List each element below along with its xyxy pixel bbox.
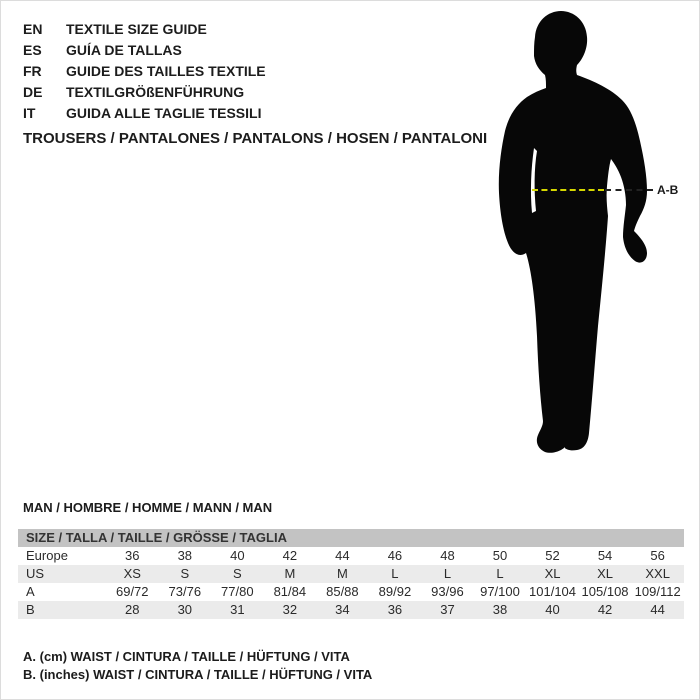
table-row-b-inches — [18, 601, 684, 619]
size-cell: 105/108 — [581, 584, 629, 599]
man-silhouette — [461, 1, 700, 471]
size-cell: XS — [106, 565, 159, 583]
size-cell: 48 — [440, 548, 455, 563]
size-cell: L — [369, 565, 422, 583]
size-cell: 56 — [650, 548, 665, 563]
size-table-header-row — [18, 529, 684, 547]
language-code: ES — [23, 42, 42, 58]
language-row — [23, 61, 266, 82]
footnote-a: A. (cm) WAIST / CINTURA / TAILLE / HÜFTUNG / VITA — [23, 649, 350, 664]
size-cell: 69/72 — [115, 584, 149, 599]
size-cell: XXL — [631, 565, 684, 583]
size-cell: 89/92 — [378, 584, 412, 599]
size-cell: 93/96 — [431, 584, 464, 599]
row-label: B — [18, 601, 106, 619]
row-label: Europe — [26, 548, 68, 563]
size-cell: 32 — [264, 601, 317, 619]
size-cell: 42 — [282, 548, 298, 563]
size-cell: XL — [526, 565, 579, 583]
size-cell: 97/100 — [480, 584, 520, 599]
size-cell: L — [421, 565, 474, 583]
size-cell: 85/88 — [326, 584, 359, 599]
language-list — [23, 19, 266, 124]
language-label: GUÍA DE TALLAS — [66, 42, 182, 58]
size-cell: 40 — [526, 601, 579, 619]
row-label: US — [18, 565, 106, 583]
size-cell: 30 — [159, 601, 212, 619]
size-cell: 46 — [387, 548, 403, 563]
size-cell: 44 — [335, 548, 350, 563]
size-cell: 77/80 — [221, 584, 254, 599]
waist-measure-line-on-body — [532, 189, 604, 191]
size-cell: 81/84 — [273, 584, 307, 599]
language-label: TEXTILGRÖßENFÜHRUNG — [66, 84, 245, 100]
size-cell: L — [474, 565, 527, 583]
size-cell: S — [211, 565, 264, 583]
language-code: FR — [23, 63, 42, 79]
language-row — [23, 103, 266, 124]
row-label: A — [26, 584, 35, 599]
footnotes — [23, 648, 372, 684]
product-heading: TROUSERS / PANTALONES / PANTALONS / HOSEN / PANTALONI — [23, 130, 488, 147]
size-cell: 109/112 — [634, 584, 681, 599]
size-cell: M — [316, 565, 369, 583]
size-cell: 52 — [545, 548, 560, 563]
size-cell: 37 — [421, 601, 474, 619]
table-row-us — [18, 565, 684, 583]
waist-measure-label: A-B — [657, 183, 679, 197]
language-label: GUIDA ALLE TAGLIE TESSILI — [66, 105, 262, 121]
language-row — [23, 40, 266, 61]
size-cell: 101/104 — [529, 584, 577, 599]
size-cell: 50 — [492, 548, 508, 563]
size-cell: M — [264, 565, 317, 583]
size-cell: 42 — [579, 601, 632, 619]
footnote-b: B. (inches) WAIST / CINTURA / TAILLE / HÜFTUNG / VITA — [23, 667, 373, 682]
language-row — [23, 19, 266, 40]
size-cell: 38 — [474, 601, 527, 619]
size-cell: 73/76 — [168, 584, 202, 599]
section-heading: MAN / HOMBRE / HOMME / MANN / MAN — [23, 500, 273, 515]
waist-measure-line-extension — [605, 189, 653, 191]
language-code: IT — [23, 105, 36, 121]
size-table-header: SIZE / TALLA / TAILLE / GRÖSSE / TAGLIA — [18, 529, 684, 547]
size-cell: 28 — [106, 601, 159, 619]
size-cell: XL — [579, 565, 632, 583]
size-cell: 36 — [125, 548, 140, 563]
size-cell: 38 — [177, 548, 193, 563]
size-cell: 54 — [597, 548, 613, 563]
size-cell: S — [159, 565, 212, 583]
language-code: EN — [23, 21, 43, 37]
size-cell: 44 — [631, 601, 684, 619]
language-label: GUIDE DES TAILLES TEXTILE — [66, 63, 266, 79]
size-cell: 34 — [316, 601, 369, 619]
table-row-europe — [18, 547, 684, 565]
table-row-a-cm — [18, 583, 684, 601]
language-label: TEXTILE SIZE GUIDE — [66, 21, 207, 37]
size-cell: 40 — [230, 548, 245, 563]
size-table — [18, 529, 684, 619]
language-code: DE — [23, 84, 43, 100]
size-cell: 31 — [211, 601, 264, 619]
size-cell: 36 — [369, 601, 422, 619]
language-row — [23, 82, 266, 103]
